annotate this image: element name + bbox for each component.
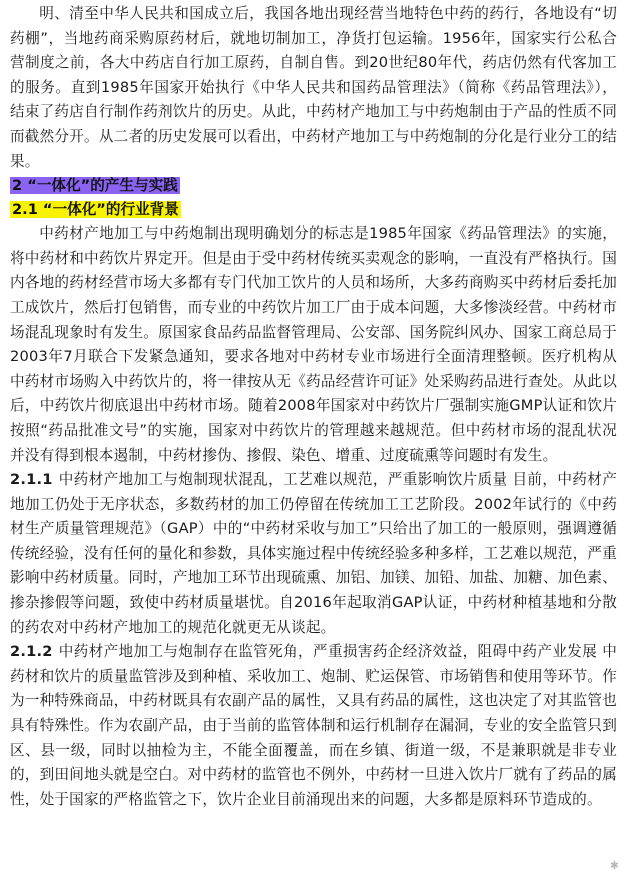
section-heading-2-text: 2 “一体化”的产生与实践	[12, 177, 178, 195]
subsection-2-1-2	[10, 640, 617, 812]
section-heading-2-1-text: 2.1 “一体化”的行业背景	[12, 201, 179, 219]
section-heading-2-1	[10, 198, 617, 222]
section-heading-2	[10, 174, 617, 198]
paragraph-history: 明、清至中华人民共和国成立后，我国各地出现经营当地特色中药的药行，各地设有“切药棚”，当地药商采购原药材后，就地切制加工，净货打包运输。1956年，国家实行公私合营制度之前，各大中药店自行加工原药，自制自售。到20世纪80年代，药店仍然有代客加工的服务。直到1985年国家开始执行《中华人民共和国药品管理法》（简称《药品管理法》），结束了药店自行制作药剂饮片的历史。从此，中药材产地加工与中药炮制由于产品的性质不同而截然分开。从二者的历史发展可以看出，中药材产地加工与中药炮制的分化是行业分工的结果。	[10, 5, 617, 170]
subsection-2-1-2-number: 2.1.2	[10, 643, 53, 661]
watermark-icon: ✱	[609, 859, 619, 872]
subsection-2-1-1-number: 2.1.1	[10, 471, 53, 489]
paragraph-industry-background: 中药材产地加工与中药炮制出现明确划分的标志是1985年国家《药品管理法》的实施，将中药材和中药饮片界定开。但是由于受中药材传统买卖观念的影响，一直没有严格执行。国内各地的药材经营市场大多都有专门代加工饮片的人员和场所，大多药商购买中药材后委托加工成饮片，然后打包销售，而专业的中药饮片加工厂由于成本问题，大多惨淡经营。中药材市场混乱现象时有发生。原国家食品药品监督管理局、公安部、国务院纠风办、国家工商总局于2003年7月联合下发紧急通知，要求各地对中药材专业市场进行全面清理整顿。医疗机构从中药材市场购入中药饮片的，将一律按从无《药品经营许可证》处采购药品进行查处。从此以后，中药饮片彻底退出中药材市场。随着2008年国家对中药饮片厂强制实施GMP认证和饮片按照“药品批准文号”的实施，国家对中药饮片的管理越来越规范。但中药材市场的混乱状况并没有得到根本遏制，中药材掺伪、掺假、染色、增重、过度硫熏等问题时有发生。	[10, 225, 617, 464]
subsection-2-1-2-text: 中药材产地加工与炮制存在监管死角，严重损害药企经济效益，阻碍中药产业发展 中药材和饮片的质量监管涉及到种植、采收加工、炮制、贮运保管、市场销售和使用等环节。作为一种特殊商品，中药材既具有农副产品的属性，又具有药品的属性，这也决定了对其监管也具有特殊性。作为农副产品，由于当前的监管体制和运行机制存在漏洞，专业的安全监管只到区、县一级，同时以抽检为主，不能全面覆盖，而在乡镇、街道一级，不是兼职就是非专业的，到田间地头就是空白。对中药材的监管也不例外，中药材一旦进入饮片厂就有了药品的属性，处于国家的严格监管之下，饮片企业目前涌现出来的问题，大多都是原料环节造成的。	[10, 643, 617, 808]
subsection-2-1-1-text: 中药材产地加工与炮制现状混乱，工艺难以规范，严重影响饮片质量 目前，中药材产地加工仍处于无序状态，多数药材的加工仍停留在传统加工工艺阶段。2002年试行的《中药材生产质量管理规范》（GAP）中的“中药材采收与加工”只给出了加工的一般原则，强调遵循传统经验，没有任何的量化和参数，具体实施过程中传统经验多种多样，工艺难以规范，严重影响中药材质量。同时，产地加工环节出现硫熏、加铝、加镁、加铅、加盐、加糖、加色素、掺杂掺假等问题，致使中药材质量堪忧。自2016年起取消GAP认证，中药材种植基地和分散的药农对中药材产地加工的规范化就更无从谈起。	[10, 471, 617, 636]
subsection-2-1-1	[10, 468, 617, 640]
